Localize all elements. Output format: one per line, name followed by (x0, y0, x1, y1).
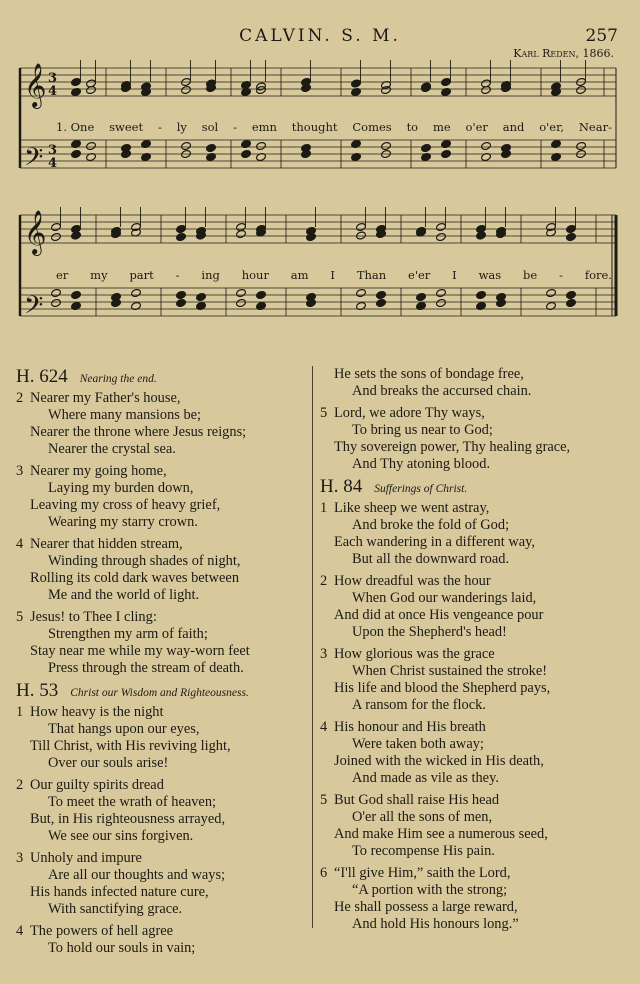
note-head (436, 288, 447, 297)
verse-line (320, 680, 620, 697)
verse-text: Our guilty spirits dread (30, 777, 164, 793)
lyric-syllable: sweet (109, 120, 144, 134)
lyric-syllable: e'er (408, 268, 431, 282)
verse-line (16, 626, 304, 643)
verse-text: And made as vile as they. (352, 770, 499, 786)
lyric-syllable: part (129, 268, 154, 282)
note-head (566, 298, 577, 307)
verse-line (16, 587, 304, 604)
hymn-heading (16, 682, 304, 702)
note-head (476, 290, 487, 299)
verse-line (16, 811, 304, 828)
verse-text: And breaks the accursed chain. (352, 383, 532, 399)
note-head (71, 231, 82, 240)
verse-text: Till Christ, with His reviving light, (30, 738, 231, 754)
note-head (71, 290, 82, 299)
music-score (16, 60, 624, 350)
verse-text: When God our wanderings laid, (352, 590, 537, 606)
verse-text: “A portion with the strong; (352, 882, 508, 898)
verse-text: Nearer that hidden stream, (30, 536, 183, 552)
clef-icon: 𝄞 (24, 63, 47, 107)
note-head (86, 141, 97, 150)
column-divider (312, 366, 313, 928)
verse-text: And make Him see a numerous seed, (334, 826, 548, 842)
note-head (576, 85, 587, 94)
verse-line (16, 704, 304, 721)
note-head (236, 298, 247, 307)
verse-line (320, 753, 620, 770)
note-head (181, 85, 192, 94)
verse-line (16, 497, 304, 514)
verse-line (320, 663, 620, 680)
verse-text: Lord, we adore Thy ways, (334, 405, 485, 421)
verse-text: Laying my burden down, (48, 480, 194, 496)
note-head (51, 288, 62, 297)
verse-line (16, 850, 304, 867)
verse-text: Like sheep we went astray, (334, 500, 490, 516)
verse-text: How glorious was the grace (334, 646, 495, 662)
note-head (351, 79, 362, 88)
verse-text: Nearer my Father's house, (30, 390, 181, 406)
note-head (376, 298, 387, 307)
time-signature-icon: 3 (48, 143, 58, 158)
verse-line (320, 826, 620, 843)
lyric-syllable: thought (291, 120, 338, 134)
verse-text: He sets the sons of bondage free, (334, 366, 524, 382)
note-head (356, 231, 367, 240)
verse-text: Me and the world of light. (48, 587, 200, 603)
stanza-number: 2 (320, 573, 328, 589)
verse-text: How heavy is the night (30, 704, 164, 720)
verse-text: We see our sins forgiven. (48, 828, 194, 844)
note-head (576, 141, 587, 150)
stanza (16, 463, 304, 531)
note-head (356, 222, 367, 231)
verse-text: The powers of hell agree (30, 923, 174, 939)
verse-text: When Christ sustained the stroke! (352, 663, 548, 679)
stanza-number: 4 (16, 923, 24, 939)
stanza-number: 4 (16, 536, 24, 552)
verse-line (320, 865, 620, 882)
verse-text: And broke the fold of God; (352, 517, 510, 533)
time-signature-icon: 4 (48, 156, 58, 171)
note-head (421, 143, 432, 152)
verse-line (320, 422, 620, 439)
verse-text: His life and blood the Shepherd pays, (334, 680, 551, 696)
verse-text: Nearer the crystal sea. (48, 441, 176, 457)
hymn-heading (320, 478, 620, 498)
verse-line (320, 383, 620, 400)
note-head (51, 298, 62, 307)
note-head (236, 229, 247, 238)
lyric-syllable: Comes (352, 120, 392, 134)
note-head (436, 298, 447, 307)
stanza (16, 390, 304, 458)
verse-line (16, 867, 304, 884)
verse-line (320, 517, 620, 534)
lyric-syllable: hour (241, 268, 269, 282)
note-head (71, 77, 82, 86)
verse-line (320, 882, 620, 899)
lyrics-line-1 (56, 120, 612, 134)
verse-text: But God shall raise His head (334, 792, 500, 808)
verse-line (320, 719, 620, 736)
lyric-syllable: - (559, 268, 563, 282)
lyric-syllable: I (452, 268, 457, 282)
lyrics-line-2 (56, 268, 612, 282)
verse-text: Strengthen my arm of faith; (48, 626, 208, 642)
composer-name: Karl Reden (513, 47, 576, 60)
stanza-number: 1 (16, 704, 24, 720)
note-head (566, 290, 577, 299)
stanza (320, 646, 620, 714)
stanza-number: 3 (16, 463, 24, 479)
verse-line (320, 916, 620, 933)
stanza (16, 923, 304, 957)
verse-line (16, 514, 304, 531)
verse-text: Thy sovereign power, Thy healing grace, (334, 439, 571, 455)
verse-line (320, 899, 620, 916)
verse-text: To bring us near to God; (352, 422, 493, 438)
stanza (320, 719, 620, 787)
verse-text: A ransom for the flock. (352, 697, 486, 713)
verse-text: Leaving my cross of heavy grief, (30, 497, 221, 513)
verse-line (16, 923, 304, 940)
verse-line (16, 407, 304, 424)
stanza (320, 500, 620, 568)
verse-line (16, 570, 304, 587)
lyric-syllable: o'er, (539, 120, 564, 134)
verse-line (320, 607, 620, 624)
hymn-title: Sufferings of Christ. (374, 483, 468, 495)
verse-text: How dreadful was the hour (334, 573, 491, 589)
stanza (16, 850, 304, 918)
verse-text: To recompense His pain. (352, 843, 495, 859)
verse-text: But all the downward road. (352, 551, 510, 567)
stanza-number: 5 (320, 405, 328, 421)
stanza-number: 2 (16, 390, 24, 406)
note-head (241, 149, 252, 158)
note-head (441, 149, 452, 158)
verse-text: Winding through shades of night, (48, 553, 241, 569)
stanza (320, 792, 620, 860)
verse-text: Where many mansions be; (48, 407, 202, 423)
verse-text: “I'll give Him,” saith the Lord, (334, 865, 511, 881)
composer-credit (513, 47, 614, 60)
verse-line (16, 643, 304, 660)
stanza-number: 2 (16, 777, 24, 793)
note-head (51, 222, 62, 231)
verse-line (320, 590, 620, 607)
verse-line (320, 809, 620, 826)
stanza-number: 3 (16, 850, 24, 866)
verse-text: And Thy atoning blood. (352, 456, 491, 472)
verse-line (16, 536, 304, 553)
lyric-syllable: - (157, 120, 162, 134)
stanza (16, 704, 304, 772)
lyric-syllable: my (90, 268, 108, 282)
verse-text: Wearing my starry crown. (48, 514, 198, 530)
verse-line (320, 534, 620, 551)
verse-text: Each wandering in a different way, (334, 534, 535, 550)
verse-text: Nearer my going home, (30, 463, 167, 479)
time-signature-icon: 3 (48, 71, 58, 86)
verse-text: To meet the wrath of heaven; (48, 794, 217, 810)
note-head (436, 222, 447, 231)
page-number: 257 (585, 26, 618, 46)
stanza-number: 1 (320, 500, 328, 516)
stanza-number: 3 (320, 646, 328, 662)
lyric-syllable: er (56, 268, 69, 282)
lyric-syllable: - (175, 268, 180, 282)
note-head (381, 141, 392, 150)
lyric-syllable: to (406, 120, 419, 134)
verse-text: Joined with the wicked in His death, (334, 753, 544, 769)
note-head (441, 77, 452, 86)
note-head (206, 143, 217, 152)
note-head (181, 141, 192, 150)
verse-line (320, 573, 620, 590)
verse-text: Upon the Shepherd's head! (352, 624, 507, 640)
note-head (356, 288, 367, 297)
verse-text: His hands infected nature cure, (30, 884, 209, 900)
note-head (236, 288, 247, 297)
note-head (481, 141, 492, 150)
tune-title: CALVIN. S. M. (239, 26, 401, 46)
verse-line (320, 624, 620, 641)
verse-line (16, 901, 304, 918)
lyric-syllable: ing (201, 268, 220, 282)
hymn-title: Christ our Wisdom and Righteousness. (70, 687, 249, 699)
note-head (176, 224, 187, 233)
verse-line (16, 424, 304, 441)
lyric-syllable: me (432, 120, 451, 134)
verse-line (320, 843, 620, 860)
stanza (320, 573, 620, 641)
lyric-syllable: sol (201, 120, 219, 134)
note-head (546, 288, 557, 297)
note-head (176, 290, 187, 299)
stanza (16, 777, 304, 845)
note-head (416, 292, 427, 301)
verse-text: That hangs upon our eyes, (48, 721, 200, 737)
note-head (176, 232, 187, 241)
hymn-number: H. 624 (16, 366, 68, 387)
note-head (376, 290, 387, 299)
verse-text: With sanctifying grace. (48, 901, 183, 917)
note-head (256, 290, 267, 299)
lyric-syllable: was (478, 268, 502, 282)
lyric-syllable: ly (176, 120, 187, 134)
verse-line (320, 736, 620, 753)
lyric-syllable: Near- (578, 120, 612, 134)
lyric-syllable: - (233, 120, 237, 134)
lyric-syllable: emn (251, 120, 277, 134)
verse-line (16, 828, 304, 845)
stanza (16, 609, 304, 677)
verse-line (320, 439, 620, 456)
verse-line (16, 441, 304, 458)
verse-line (16, 721, 304, 738)
note-head (176, 298, 187, 307)
lyric-syllable: 1. One (56, 120, 95, 134)
verse-text: Unholy and impure (30, 850, 142, 866)
verse-line (16, 738, 304, 755)
verse-line (320, 405, 620, 422)
verse-text: Over our souls arise! (48, 755, 169, 771)
verse-line (16, 553, 304, 570)
note-head (476, 231, 487, 240)
stanza (320, 865, 620, 933)
verse-line (16, 463, 304, 480)
lyric-syllable: o'er (465, 120, 488, 134)
stanza (320, 366, 620, 400)
lyric-syllable: and (502, 120, 525, 134)
verse-text: His honour and His breath (334, 719, 486, 735)
note-head (481, 85, 492, 94)
composer-year: , 1866. (575, 47, 614, 60)
verse-text: To hold our souls in vain; (48, 940, 196, 956)
lyric-syllable: Than (356, 268, 387, 282)
clef-icon: 𝄞 (24, 210, 47, 254)
note-head (131, 288, 142, 297)
verse-text: Press through the stream of death. (48, 660, 244, 676)
note-head (566, 232, 577, 241)
note-head (51, 232, 62, 241)
right-column (320, 366, 620, 938)
stanza (16, 536, 304, 604)
verse-text: Nearer the throne where Jesus reigns; (30, 424, 247, 440)
verse-line (16, 777, 304, 794)
lyric-syllable: am (290, 268, 309, 282)
hymn-number: H. 84 (320, 476, 363, 497)
stanza (320, 405, 620, 473)
verse-line (16, 390, 304, 407)
verse-text: O'er all the sons of men, (352, 809, 493, 825)
note-head (86, 85, 97, 94)
lyric-syllable: be (523, 268, 538, 282)
lyric-syllable: I (330, 268, 335, 282)
verse-text: Are all our thoughts and ways; (48, 867, 226, 883)
stanza-number: 4 (320, 719, 328, 735)
note-head (196, 292, 207, 301)
lyric-syllable: fore. (584, 268, 612, 282)
hymn-heading (16, 368, 304, 388)
hymn-title: Nearing the end. (79, 373, 157, 385)
verse-line (16, 755, 304, 772)
time-signature-icon: 4 (48, 84, 58, 99)
verse-text: Jesus! to Thee I cling: (30, 609, 157, 625)
verse-line (16, 884, 304, 901)
note-head (566, 224, 577, 233)
verse-text: But, in His righteousness arrayed, (30, 811, 226, 827)
verse-line (320, 792, 620, 809)
stanza-number: 5 (16, 609, 24, 625)
verse-line (16, 480, 304, 497)
note-head (71, 149, 82, 158)
note-head (256, 141, 267, 150)
verse-line (16, 794, 304, 811)
verse-text: And hold His honours long.” (352, 916, 519, 932)
verse-line (320, 770, 620, 787)
verse-text: He shall possess a large reward, (334, 899, 518, 915)
verse-line (320, 646, 620, 663)
verse-text: Stay near me while my way-worn feet (30, 643, 250, 659)
verse-line (320, 697, 620, 714)
verse-line (320, 551, 620, 568)
verse-line (320, 500, 620, 517)
clef-icon: 𝄢 (24, 143, 44, 178)
clef-icon: 𝄢 (24, 291, 44, 326)
verse-line (320, 366, 620, 383)
verse-text: Were taken both away; (352, 736, 484, 752)
note-head (436, 232, 447, 241)
verse-line (16, 660, 304, 677)
verse-line (16, 940, 304, 957)
verse-line (16, 609, 304, 626)
verse-text: And did at once His vengeance pour (334, 607, 544, 623)
stanza-number: 6 (320, 865, 328, 881)
verse-text: Rolling its cold dark waves between (30, 570, 240, 586)
stanza-number: 5 (320, 792, 328, 808)
hymn-number: H. 53 (16, 680, 59, 701)
verse-line (320, 456, 620, 473)
left-column (16, 366, 304, 962)
